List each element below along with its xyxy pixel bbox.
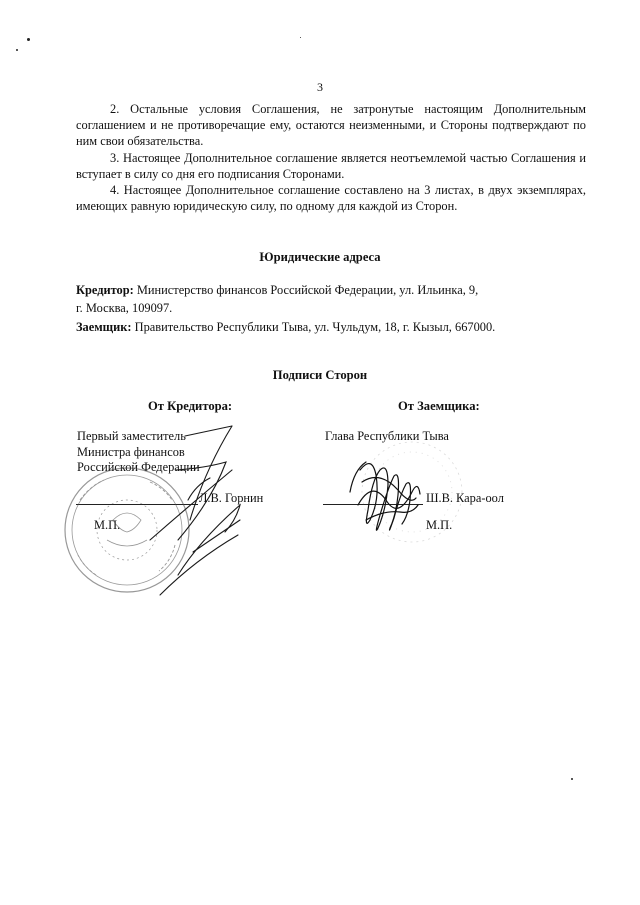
paragraph-2: 2. Остальные условия Соглашения, не затронутые настоящим Дополнительным соглашением и не противоречащие ему, остаются неизменными, и Стороны подтверждают по ним свои обязательства. [76, 102, 586, 149]
creditor-heading: От Кредитора: [148, 399, 233, 413]
creditor-signer-name: Л.В. Горнин [199, 491, 264, 505]
paragraph-3: 3. Настоящее Дополнительное соглашение является неотъемлемой частью Соглашения и вступает в силу со дня его подписания Сторонами. [76, 150, 586, 181]
addresses-title: Юридические адреса [259, 250, 381, 264]
page-number: 3 [317, 80, 323, 94]
borrower-signer-name: Ш.В. Кара-оол [426, 491, 504, 505]
scan-speck [300, 37, 301, 38]
borrower-heading: От Заемщика: [398, 399, 480, 413]
creditor-position-line: Министра финансов [77, 444, 185, 459]
paragraph-4: 4. Настоящее Дополнительное соглашение составлено на 3 листах, в двух экземплярах, имеющих равную юридическую силу, по одному для каждой из Сторон. [76, 183, 586, 214]
borrower-position-line: Глава Республики Тыва [325, 429, 449, 443]
borrower-address-text: Правительство Республики Тыва, ул. Чульдум, 18, г. Кызыл, 667000. [131, 320, 496, 334]
borrower-signature [350, 462, 420, 530]
creditor-address-line1: Министерство финансов Российской Федерации, ул. Ильинка, 9, [133, 283, 479, 297]
scan-speck [27, 38, 30, 41]
scan-speck [16, 49, 18, 51]
creditor-signature [150, 426, 240, 595]
borrower-seal-mark: М.П. [426, 518, 453, 532]
official-seal [65, 468, 189, 592]
creditor-position-line: Российской Федерации [77, 460, 200, 474]
creditor-address-line2: г. Москва, 109097. [76, 301, 173, 315]
creditor-label: Кредитор: [76, 283, 134, 297]
signatures-title: Подписи Сторон [272, 368, 368, 382]
creditor-seal-mark: М.П. [94, 518, 121, 532]
creditor-position-line: Первый заместитель [77, 429, 186, 443]
scan-speck [571, 778, 573, 780]
borrower-label: Заемщик: [76, 320, 132, 334]
